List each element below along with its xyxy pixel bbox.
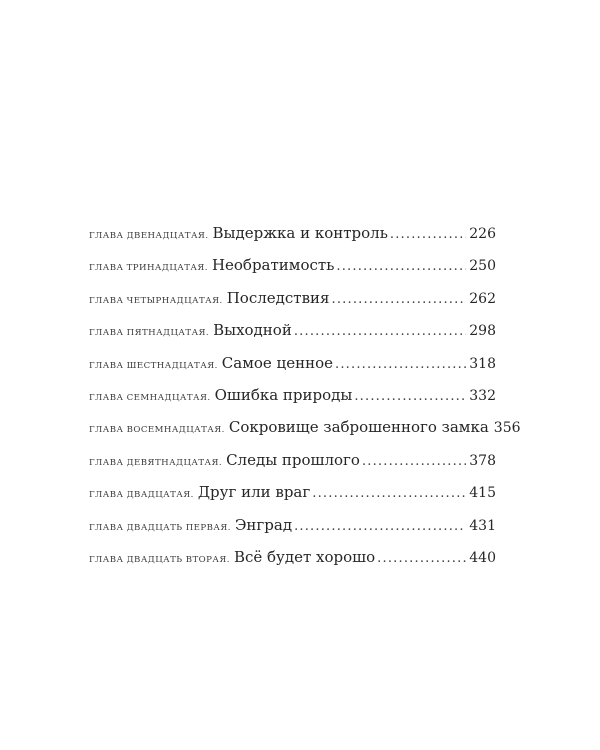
dot-leader: [331, 292, 466, 307]
page-number: 250: [469, 258, 496, 275]
dot-leader: [335, 357, 466, 372]
toc-entry: [89, 386, 496, 418]
chapter-label: ГЛАВА ТРИНАДЦАТАЯ.: [89, 263, 208, 274]
chapter-title: Последствия: [226, 288, 330, 307]
toc-entry: [89, 516, 496, 548]
toc-entry: [89, 224, 496, 256]
page-number: 226: [469, 226, 496, 242]
chapter-title: Выдержка и контроль: [212, 224, 388, 242]
toc-entry: [89, 321, 496, 353]
chapter-title: Друг или враг: [197, 483, 311, 502]
dot-leader: [294, 519, 466, 534]
dot-leader: [390, 227, 466, 242]
chapter-label: ГЛАВА ДВАДЦАТЬ ПЕРВАЯ.: [89, 522, 231, 533]
dot-leader: [377, 551, 466, 566]
toc-entry: [89, 256, 496, 288]
page-number: 332: [469, 387, 496, 404]
page-number: 318: [469, 355, 496, 372]
table-of-contents: [89, 224, 521, 580]
chapter-label: ГЛАВА ПЯТНАДЦАТАЯ.: [89, 328, 210, 339]
page-number: 415: [469, 485, 496, 502]
toc-entry: [89, 418, 521, 450]
chapter-label: ГЛАВА ЧЕТЫРНАДЦАТАЯ.: [89, 295, 223, 306]
page-number: 378: [469, 452, 496, 469]
dot-leader: [294, 324, 466, 339]
page-number: 298: [469, 323, 496, 340]
chapter-label: ГЛАВА ДВАДЦАТАЯ.: [89, 490, 194, 501]
chapter-title: Всё будет хорошо: [233, 547, 376, 566]
chapter-title: Необратимость: [211, 256, 335, 275]
chapter-title: Ошибка природы: [214, 385, 353, 404]
chapter-title: Выходной: [213, 321, 292, 340]
chapter-title: Сокровище заброшенного замка: [228, 418, 489, 437]
page-number: 356: [493, 420, 521, 437]
page-number: 431: [469, 517, 496, 534]
toc-entry: [89, 354, 496, 386]
dot-leader: [336, 259, 466, 274]
toc-entry: [89, 451, 496, 483]
toc-entry: [89, 548, 496, 580]
chapter-label: ГЛАВА ШЕСТНАДЦАТАЯ.: [89, 360, 218, 371]
dot-leader: [362, 454, 466, 469]
toc-entry: [89, 483, 496, 515]
dot-leader: [312, 486, 466, 501]
chapter-title: Энград: [234, 515, 293, 534]
chapter-label: ГЛАВА ДВЕНАДЦАТАЯ.: [89, 231, 209, 241]
toc-entry: [89, 289, 496, 321]
chapter-title: Самое ценное: [221, 353, 333, 372]
chapter-label: ГЛАВА ДЕВЯТНАДЦАТАЯ.: [89, 457, 223, 468]
chapter-title: Следы прошлого: [226, 450, 360, 469]
page-number: 440: [469, 549, 496, 566]
dot-leader: [354, 389, 466, 404]
page-number: 262: [469, 290, 496, 307]
chapter-label: ГЛАВА СЕМНАДЦАТАЯ.: [89, 392, 211, 403]
chapter-label: ГЛАВА ВОСЕМНАДЦАТАЯ.: [89, 425, 225, 436]
chapter-label: ГЛАВА ДВАДЦАТЬ ВТОРАЯ.: [89, 554, 230, 565]
